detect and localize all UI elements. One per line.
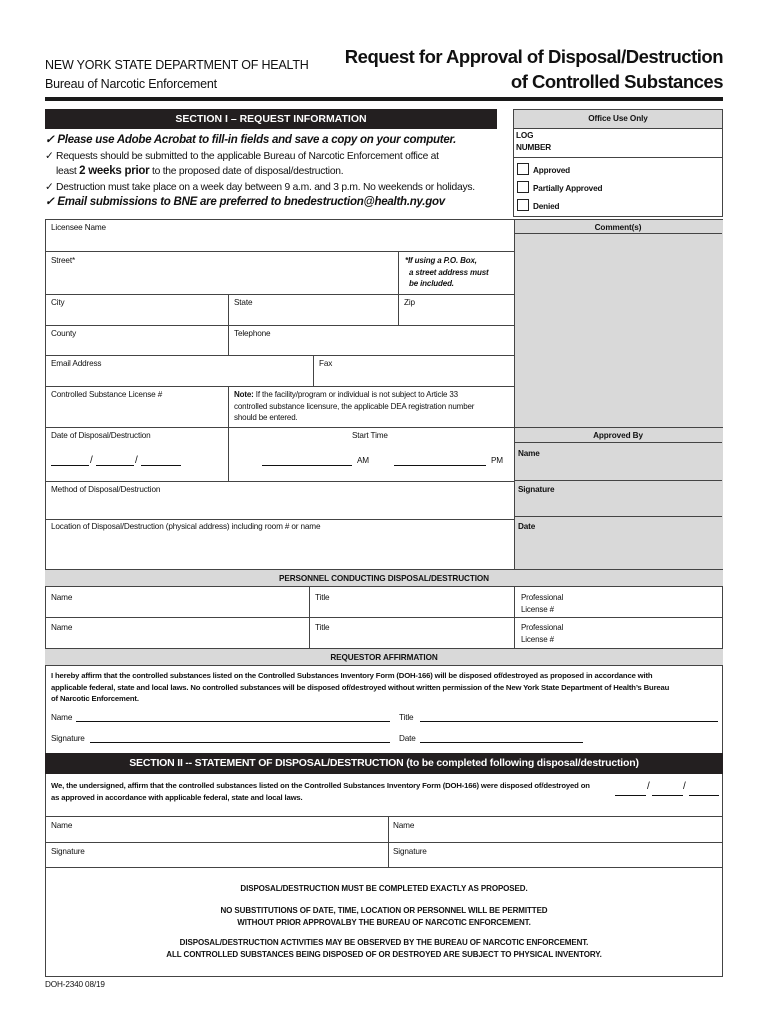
start-time-label: Start Time [352, 431, 388, 440]
s2-signature1-label: Signature [51, 847, 85, 856]
county-field[interactable] [46, 340, 226, 354]
affirmation-date-label: Date [399, 734, 416, 743]
personnel2-license-label: Professional License # [521, 623, 564, 644]
affirmation-heading: REQUESTOR AFFIRMATION [330, 653, 438, 662]
approved-by-signature-field[interactable] [516, 496, 720, 514]
form-title-line2: of Controlled Substances [510, 71, 723, 92]
date-year-field[interactable] [141, 465, 181, 466]
section2-heading: SECTION II -- STATEMENT OF DISPOSAL/DESTRUCTION (to be completed following disposal/destruction) [45, 753, 723, 774]
s2-date-day-field[interactable] [652, 795, 683, 796]
instruction-1: ✓ Please use Adobe Acrobat to fill-in fields and save a copy on your computer. [45, 134, 457, 146]
licensee-name-field[interactable] [46, 236, 512, 250]
state-field[interactable] [230, 309, 396, 323]
number-label: NUMBER [516, 143, 552, 152]
date-label: Date of Disposal/Destruction [51, 431, 151, 440]
method-field[interactable] [46, 497, 512, 517]
instruction-3: ✓ Destruction must take place on a week day between 9 a.m. and 3 p.m. No weekends or holidays. [45, 181, 475, 193]
city-field[interactable] [46, 309, 226, 323]
s2-name1-label: Name [51, 821, 73, 830]
email-field[interactable] [46, 370, 311, 384]
date-slash-2: / [135, 455, 138, 466]
affirmation-text: I hereby affirm that the controlled substances listed on the Controlled Substances Inventory Form (DOH-166) will be disposed of/destroyed as proposed in accordance with applicable federal, state and local laws. No controlled substances will be disposed of/destroyed without written permission of the New York State Department of Health’s Bureau of Narcotic Enforcement. [51, 671, 670, 703]
date-slash-1: / [90, 455, 93, 466]
agency-name: NEW YORK STATE DEPARTMENT OF HEALTH [45, 58, 309, 72]
licensee-name-label: Licensee Name [51, 223, 106, 232]
form-id: DOH-2340 08/19 [45, 980, 105, 989]
date-day-field[interactable] [96, 465, 134, 466]
section1-heading: SECTION I – REQUEST INFORMATION [45, 109, 497, 129]
instruction-2: ✓ Requests should be submitted to the applicable Bureau of Narcotic Enforcement office at [45, 150, 439, 162]
telephone-label: Telephone [234, 329, 271, 338]
method-label: Method of Disposal/Destruction [51, 485, 161, 494]
instruction-4: ✓ Email submissions to BNE are preferred to bnedestruction@health.ny.gov [45, 196, 445, 208]
approved-by-name-label: Name [518, 449, 540, 458]
header-rule [45, 97, 723, 101]
street-field[interactable] [46, 268, 396, 292]
s2-signature2-field[interactable] [430, 845, 720, 865]
check-icon: ✓ [45, 134, 55, 146]
location-field[interactable] [46, 534, 512, 566]
po-box-note: *If using a P.O. Box, a street address must be included. [405, 256, 489, 288]
denied-label: Denied [533, 202, 560, 211]
affirmation-name-field[interactable] [76, 721, 390, 722]
personnel1-name-field[interactable] [46, 604, 307, 616]
date-month-field[interactable] [51, 465, 89, 466]
city-label: City [51, 298, 65, 307]
start-time-pm-field[interactable] [394, 465, 486, 466]
affirmation-title-field[interactable] [420, 721, 718, 722]
affirmation-signature-field[interactable] [90, 742, 390, 743]
start-time-am-field[interactable] [262, 465, 352, 466]
am-label: AM [357, 456, 369, 465]
fax-label: Fax [319, 359, 333, 368]
instruction-2-cont: least 2 weeks prior to the proposed date of disposal/destruction. [56, 165, 344, 177]
personnel2-title-label: Title [315, 623, 330, 632]
comments-heading: Comment(s) [594, 223, 642, 232]
check-icon: ✓ [45, 181, 54, 193]
affirmation-signature-label: Signature [51, 734, 85, 743]
personnel1-license-label: Professional License # [521, 593, 564, 614]
approved-by-heading: Approved By [593, 431, 643, 440]
s2-date-year-field[interactable] [689, 795, 719, 796]
s2-name1-field[interactable] [90, 820, 385, 840]
s2-name2-label: Name [393, 821, 415, 830]
license-label: Controlled Substance License # [51, 390, 163, 399]
approved-by-date-field[interactable] [516, 534, 720, 564]
partially-approved-label: Partially Approved [533, 184, 603, 193]
state-label: State [234, 298, 253, 307]
section2-text: We, the undersigned, affirm that the controlled substances listed on the Controlled Substances Inventory Form (DOH-166) were disposed of/destroyed on as approved in accordance with applicable federal, state and local laws. [51, 781, 590, 802]
pm-label: PM [491, 456, 503, 465]
telephone-field[interactable] [230, 340, 512, 354]
license-field[interactable] [46, 402, 226, 426]
office-use-heading: Office Use Only [588, 114, 648, 123]
county-label: County [51, 329, 77, 338]
comments-box[interactable] [514, 220, 723, 427]
s2-date-month-field[interactable] [615, 795, 646, 796]
personnel-heading: PERSONNEL CONDUCTING DISPOSAL/DESTRUCTION [278, 574, 489, 583]
log-label: LOG [516, 131, 534, 140]
approved-label: Approved [533, 166, 571, 175]
fax-field[interactable] [315, 370, 512, 384]
partially-approved-checkbox[interactable] [517, 181, 529, 193]
personnel2-license-field[interactable] [570, 622, 720, 646]
instructions-list [45, 133, 505, 211]
notice-3: DISPOSAL/DESTRUCTION ACTIVITIES MAY BE OBSERVED BY THE BUREAU OF NARCOTIC ENFORCEMENT. ALL CONTROLLED SUBSTANCES BEING DISPOSED OF OR DESTROYED ARE SUBJECT TO PHYSICAL INVENTORY. [166, 938, 602, 959]
personnel1-license-field[interactable] [570, 592, 720, 616]
bureau-name: Bureau of Narcotic Enforcement [45, 77, 217, 91]
zip-field[interactable] [400, 309, 512, 323]
s2-date-slash-1: / [647, 781, 650, 792]
license-note: Note: If the facility/program or individual is not subject to Article 33 controlled substance licensure, the applicable DEA registration number should be entered. [234, 390, 475, 422]
affirmation-title-label: Title [399, 713, 414, 722]
affirmation-name-label: Name [51, 713, 73, 722]
approved-by-signature-label: Signature [518, 485, 555, 494]
notice-1: DISPOSAL/DESTRUCTION MUST BE COMPLETED EXACTLY AS PROPOSED. [240, 884, 528, 893]
personnel1-title-field[interactable] [311, 604, 512, 616]
personnel2-title-field[interactable] [311, 634, 512, 646]
notice-2: NO SUBSTITUTIONS OF DATE, TIME, LOCATION OR PERSONNEL WILL BE PERMITTED WITHOUT PRIOR APPROVALBY THE BUREAU OF NARCOTIC ENFORCEMENT. [220, 906, 548, 927]
personnel2-name-field[interactable] [46, 634, 307, 646]
street-label: Street* [51, 256, 75, 265]
location-label: Location of Disposal/Destruction (physical address) including room # or name [51, 522, 321, 531]
office-use-box [513, 109, 723, 217]
s2-name2-field[interactable] [420, 820, 720, 840]
s2-date-slash-2: / [683, 781, 686, 792]
personnel1-title-label: Title [315, 593, 330, 602]
form-title-line1: Request for Approval of Disposal/Destruction [344, 46, 723, 67]
email-label: Email Address [51, 359, 102, 368]
personnel1-name-label: Name [51, 593, 73, 602]
approved-checkbox[interactable] [517, 163, 529, 175]
check-icon: ✓ [45, 150, 54, 162]
approved-by-name-field[interactable] [516, 460, 720, 478]
check-icon: ✓ [45, 196, 55, 208]
form-title [345, 44, 723, 94]
s2-signature1-field[interactable] [90, 845, 385, 865]
affirmation-date-field[interactable] [420, 742, 583, 743]
personnel2-name-label: Name [51, 623, 73, 632]
zip-label: Zip [404, 298, 415, 307]
approved-by-date-label: Date [518, 522, 536, 531]
denied-checkbox[interactable] [517, 199, 529, 211]
s2-signature2-label: Signature [393, 847, 427, 856]
